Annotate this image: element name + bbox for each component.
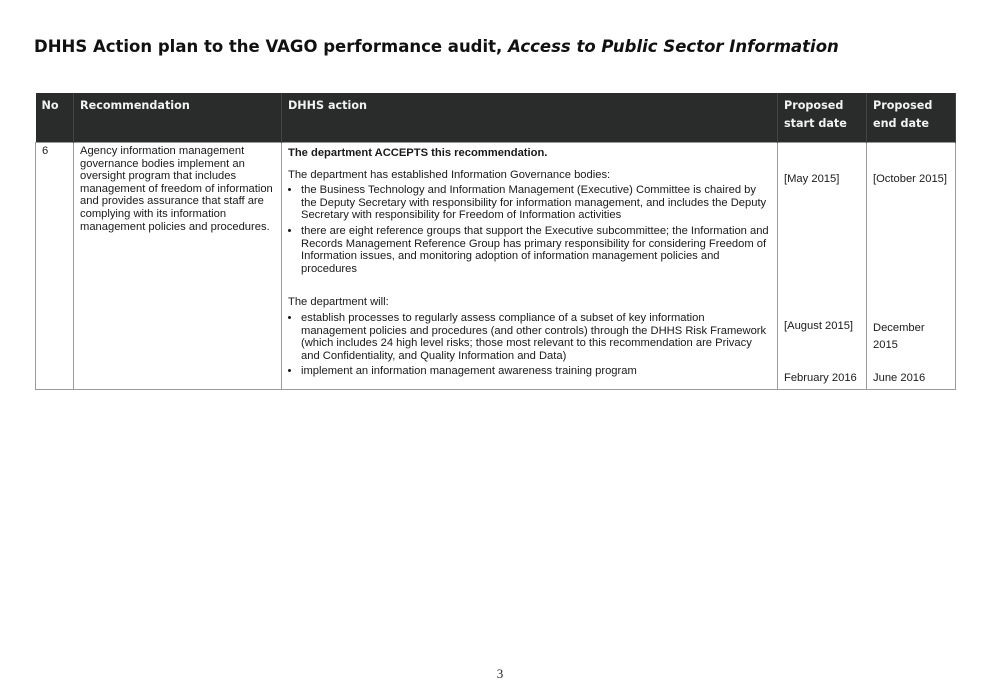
header-dhhs-action: DHHS action bbox=[282, 93, 778, 143]
list-item: • implement an information management awareness training program bbox=[301, 365, 771, 378]
action-plan-table bbox=[35, 93, 956, 390]
recommendation-text: Agency information management governance bodies implement an oversight program that includes management of freedom of information and provides assurance that staff are complying with its information management policies and procedures. bbox=[74, 143, 282, 390]
header-proposed-start-date: Proposed start date bbox=[778, 93, 867, 143]
header-recommendation: Recommendation bbox=[74, 93, 282, 143]
dhhs-action-cell bbox=[282, 143, 778, 390]
start-date-2: [August 2015] bbox=[784, 320, 854, 332]
start-date-3: February 2016 bbox=[784, 372, 857, 384]
end-date-3: June 2016 bbox=[873, 372, 926, 384]
header-no: No bbox=[36, 93, 74, 143]
start-date-cell bbox=[778, 143, 867, 390]
table-header-row bbox=[36, 93, 956, 143]
start-date-1: [May 2015] bbox=[784, 173, 840, 185]
header-proposed-end-date: Proposed end date bbox=[867, 93, 956, 143]
title-main: DHHS Action plan to the VAGO performance audit, bbox=[34, 37, 509, 56]
list-item: • the Business Technology and Information Management (Executive) Committee is chaired by the Deputy Secretary with responsibility for information management, and includes the Deputy Secretary with responsibility for Freedom of Information activities bbox=[301, 184, 771, 222]
end-date-2: December 2015 bbox=[873, 322, 925, 351]
page-number: 3 bbox=[496, 666, 504, 681]
table-row bbox=[36, 143, 956, 390]
accept-statement: The department ACCEPTS this recommendation. bbox=[288, 147, 548, 159]
list-item: • establish processes to regularly assess compliance of a subset of key information management policies and procedures (and other controls) through the DHHS Risk Framework (which includes 24 high level risks; those most relevant to this recommendation are Privacy and Confidentiality, and Quality Information and Data) bbox=[301, 312, 771, 362]
established-list bbox=[288, 184, 771, 275]
will-intro: The department will: bbox=[288, 296, 389, 309]
end-date-1: [October 2015] bbox=[873, 173, 948, 185]
title-italic: Access to Public Sector Information bbox=[508, 37, 839, 56]
end-date-cell bbox=[867, 143, 956, 390]
will-list bbox=[288, 312, 771, 378]
page-title bbox=[34, 37, 839, 56]
established-intro: The department has established Information Governance bodies: bbox=[288, 168, 611, 181]
row-number: 6 bbox=[36, 143, 74, 390]
list-item: • there are eight reference groups that support the Executive subcommittee; the Information and Records Management Reference Group has primary responsibility for considering Freedom of Information issues, and monitoring adoption of information management policies and procedures bbox=[301, 225, 771, 275]
